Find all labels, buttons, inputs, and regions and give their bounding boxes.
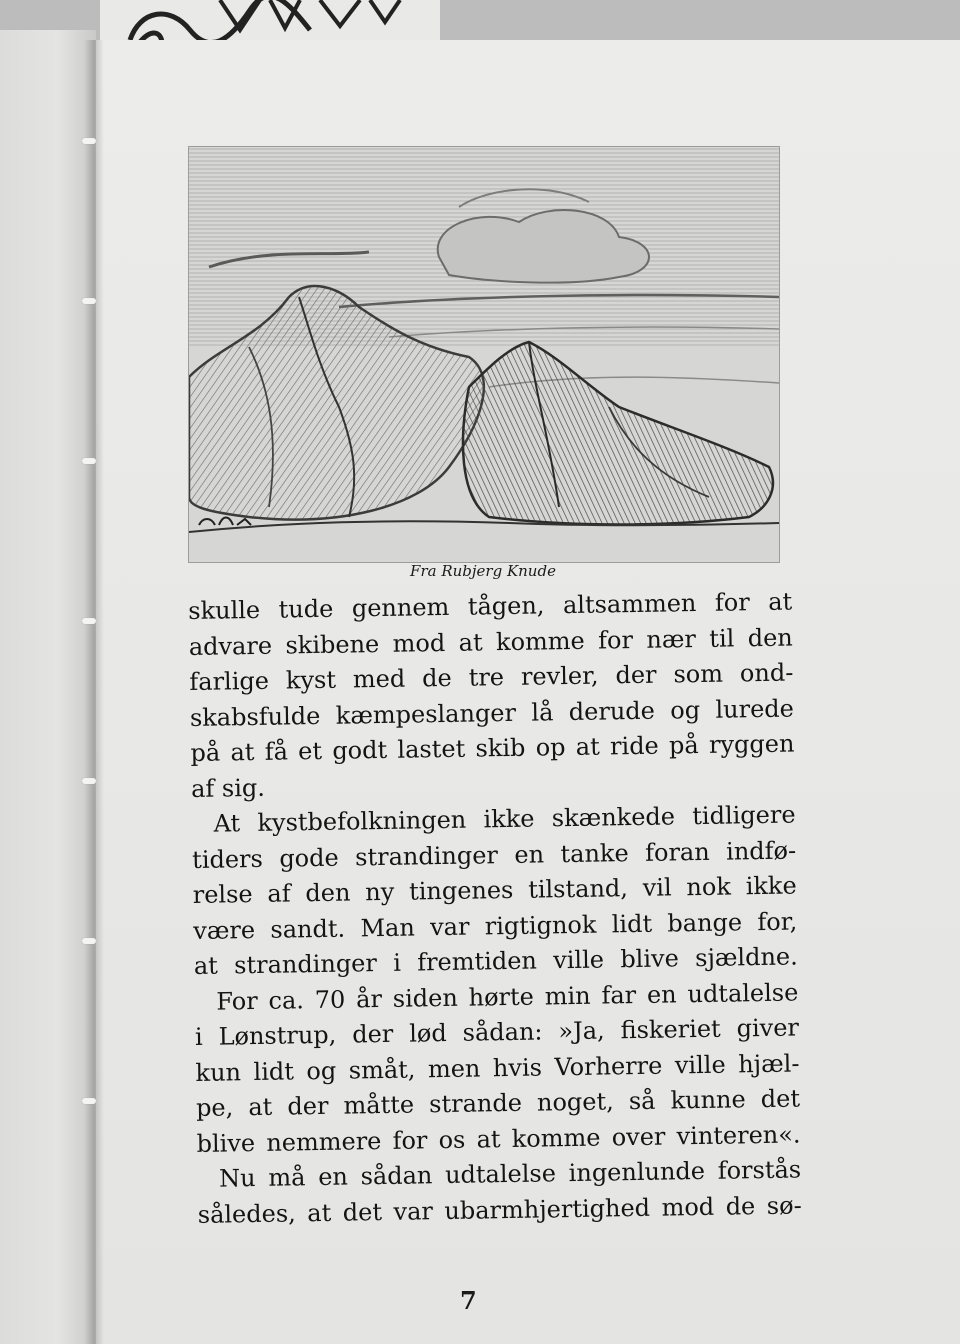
text-line: At kystbefolkningen ikke skænkede tidligere [213, 800, 796, 838]
binding-stitch [82, 1098, 96, 1104]
text-line: advare skibene mod at komme for nær til den [188, 623, 793, 661]
text-line: tiders gode strandinger en tanke foran indfø- [191, 835, 797, 874]
background-drawing [100, 0, 440, 42]
page-number: 7 [460, 1286, 477, 1315]
text-line: af sig. [190, 773, 266, 803]
text-line: Nu må en sådan udtalelse ingenlunde forstås [218, 1155, 802, 1193]
illustration-caption: Fra Rubjerg Knude [410, 562, 556, 580]
text-line: blive nemmere for os at komme over vinteren«. [196, 1119, 801, 1158]
binding-stitch [82, 938, 96, 944]
illustration-rubjerg-knude [188, 146, 780, 563]
illustration-drawing [189, 147, 779, 562]
binding-stitch [82, 458, 96, 464]
text-line: skabsfulde kæmpeslanger lå derude og lurede [189, 693, 795, 732]
text-line: relse af den ny tingenes tilstand, vil nok ikke [192, 871, 797, 909]
book-gutter [84, 40, 104, 1344]
text-line: For ca. 70 år siden hørte min far en udtalelse [216, 977, 799, 1016]
binding-stitch [82, 298, 96, 304]
binding-stitch [82, 618, 96, 624]
text-line: være sandt. Man var rigtignok lidt bange for, [193, 906, 798, 945]
text-line: på at få et godt lastet skib op at ride på ryggen [190, 729, 795, 767]
binding-stitch [82, 778, 96, 784]
left-page-edge [0, 30, 96, 1344]
body-text [188, 585, 802, 1233]
text-line: således, at det var ubarmhjertighed mod de sø- [197, 1190, 802, 1229]
text-line: farlige kyst med de tre revler, der som ond- [189, 658, 794, 696]
binding-stitch [82, 138, 96, 144]
text-line: skulle tude gennem tågen, altsammen for at [188, 587, 793, 625]
text-line: i Lønstrup, der lød sådan: »Ja, fiskeriet giver [194, 1013, 800, 1051]
text-line: at strandinger i fremtiden ville blive sjældne. [193, 942, 798, 980]
text-line: pe, at der måtte strande noget, så kunne det [195, 1084, 801, 1122]
text-line: kun lidt og småt, men hvis Vorherre ville hjæl- [195, 1048, 800, 1087]
